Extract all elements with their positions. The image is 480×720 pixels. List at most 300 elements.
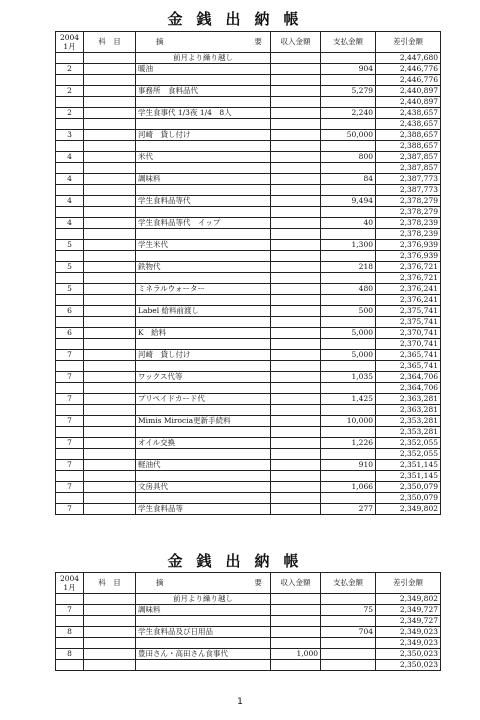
account-cell	[84, 317, 136, 328]
income-cell	[271, 350, 321, 361]
account-cell	[84, 218, 136, 229]
description-cell: 調味料	[136, 174, 271, 185]
income-cell	[271, 207, 321, 218]
description-cell: 学生食料品及び日用品	[136, 627, 271, 638]
month-cell	[56, 53, 84, 64]
income-cell	[271, 427, 321, 438]
balance-cell: 2,387,857	[376, 152, 441, 163]
month-cell: 4	[56, 196, 84, 207]
table-row	[56, 416, 441, 427]
description-cell: 学生食料品等代 イップ	[136, 218, 271, 229]
account-cell	[84, 251, 136, 262]
expense-cell: 904	[321, 64, 376, 75]
month-cell	[56, 119, 84, 130]
account-cell	[84, 339, 136, 350]
account-cell	[84, 460, 136, 471]
income-cell	[271, 218, 321, 229]
description-cell	[136, 141, 271, 152]
month-cell	[56, 638, 84, 649]
month-cell: 5	[56, 262, 84, 273]
income-cell	[271, 284, 321, 295]
table-row	[56, 207, 441, 218]
expense-cell	[321, 141, 376, 152]
balance-cell: 2,378,279	[376, 207, 441, 218]
income-cell	[271, 163, 321, 174]
description-cell	[136, 493, 271, 504]
expense-cell	[321, 207, 376, 218]
account-cell	[84, 504, 136, 515]
balance-cell: 2,353,281	[376, 427, 441, 438]
month-cell: 3	[56, 130, 84, 141]
description-cell: 学生食事代 1/3夜 1/4 8人	[136, 108, 271, 119]
balance-cell: 2,365,741	[376, 350, 441, 361]
account-cell	[84, 372, 136, 383]
description-cell: ミネラルウォーター	[136, 284, 271, 295]
account-cell	[84, 229, 136, 240]
income-cell	[271, 361, 321, 372]
description-cell	[136, 229, 271, 240]
date-header	[56, 32, 84, 53]
income-cell	[271, 130, 321, 141]
description-cell: 暖油	[136, 64, 271, 75]
account-cell	[84, 493, 136, 504]
table-row	[56, 317, 441, 328]
account-cell	[84, 660, 136, 671]
table-row	[56, 616, 441, 627]
balance-cell: 2,378,239	[376, 229, 441, 240]
table-row	[56, 185, 441, 196]
income-cell	[271, 471, 321, 482]
table-row	[56, 438, 441, 449]
description-cell	[136, 361, 271, 372]
income-cell	[271, 251, 321, 262]
description-cell	[136, 119, 271, 130]
table-row	[56, 163, 441, 174]
expense-cell	[321, 649, 376, 660]
account-cell	[84, 163, 136, 174]
income-cell	[271, 86, 321, 97]
expense-cell: 1,226	[321, 438, 376, 449]
balance-cell: 2,375,741	[376, 317, 441, 328]
balance-cell: 2,349,727	[376, 605, 441, 616]
income-cell	[271, 64, 321, 75]
table-row	[56, 460, 441, 471]
month-cell	[56, 295, 84, 306]
month-cell: 4	[56, 174, 84, 185]
account-cell	[84, 273, 136, 284]
account-cell	[84, 438, 136, 449]
income-cell	[271, 295, 321, 306]
income-cell	[271, 460, 321, 471]
table-row	[56, 594, 441, 605]
expense-cell	[321, 361, 376, 372]
account-cell	[84, 207, 136, 218]
income-cell	[271, 317, 321, 328]
balance-cell: 2,440,897	[376, 86, 441, 97]
table-row	[56, 284, 441, 295]
income-cell	[271, 482, 321, 493]
description-cell	[136, 207, 271, 218]
expense-cell	[321, 273, 376, 284]
month-cell	[56, 185, 84, 196]
income-cell	[271, 196, 321, 207]
month-cell: 6	[56, 306, 84, 317]
account-cell	[84, 152, 136, 163]
account-cell	[84, 328, 136, 339]
table-row	[56, 306, 441, 317]
expense-cell: 800	[321, 152, 376, 163]
month-cell: 6	[56, 328, 84, 339]
expense-cell	[321, 75, 376, 86]
account-cell	[84, 130, 136, 141]
month-cell	[56, 273, 84, 284]
account-cell	[84, 64, 136, 75]
summary-header-a: 摘	[156, 578, 164, 587]
ledger-body-2	[56, 594, 441, 671]
table-row	[56, 328, 441, 339]
account-cell	[84, 649, 136, 660]
description-cell	[136, 427, 271, 438]
balance-cell: 2,376,939	[376, 240, 441, 251]
expense-cell	[321, 383, 376, 394]
table-row	[56, 649, 441, 660]
month-label: 1月	[63, 42, 76, 51]
expense-cell: 1,425	[321, 394, 376, 405]
table-row	[56, 471, 441, 482]
income-cell	[271, 75, 321, 86]
description-cell: 軽油代	[136, 460, 271, 471]
expense-cell	[321, 97, 376, 108]
account-cell	[84, 627, 136, 638]
description-cell: 米代	[136, 152, 271, 163]
account-cell	[84, 240, 136, 251]
account-cell	[84, 394, 136, 405]
month-cell	[56, 229, 84, 240]
month-cell	[56, 660, 84, 671]
balance-cell: 2,388,657	[376, 130, 441, 141]
description-cell	[136, 383, 271, 394]
income-cell	[271, 416, 321, 427]
expense-cell	[321, 493, 376, 504]
account-cell	[84, 284, 136, 295]
description-cell	[136, 295, 271, 306]
month-cell: 7	[56, 438, 84, 449]
income-cell	[271, 405, 321, 416]
income-cell	[271, 141, 321, 152]
description-cell	[136, 638, 271, 649]
description-cell	[136, 273, 271, 284]
income-cell	[271, 372, 321, 383]
balance-cell: 2,351,145	[376, 460, 441, 471]
balance-cell: 2,363,281	[376, 405, 441, 416]
expense-cell	[321, 317, 376, 328]
description-cell: 河崎 貸し付け	[136, 130, 271, 141]
balance-cell: 2,352,055	[376, 449, 441, 460]
expense-cell	[321, 616, 376, 627]
income-cell	[271, 152, 321, 163]
expense-cell: 218	[321, 262, 376, 273]
expense-cell: 10,000	[321, 416, 376, 427]
income-cell	[271, 108, 321, 119]
account-cell	[84, 53, 136, 64]
expense-cell: 277	[321, 504, 376, 515]
month-cell	[56, 163, 84, 174]
month-cell	[56, 449, 84, 460]
balance-cell: 2,349,023	[376, 627, 441, 638]
description-cell: 事務所 食料品代	[136, 86, 271, 97]
month-cell	[56, 361, 84, 372]
description-cell	[136, 471, 271, 482]
table-row	[56, 295, 441, 306]
ledger-title: 金銭出納帳	[167, 10, 313, 28]
description-cell	[136, 185, 271, 196]
balance-cell: 2,438,657	[376, 108, 441, 119]
account-cell	[84, 350, 136, 361]
income-cell	[271, 240, 321, 251]
month-label: 1月	[63, 583, 76, 592]
table-row	[56, 251, 441, 262]
expense-cell	[321, 427, 376, 438]
table-row	[56, 449, 441, 460]
balance-cell: 2,376,241	[376, 284, 441, 295]
account-cell	[84, 616, 136, 627]
month-cell: 7	[56, 504, 84, 515]
table-row	[56, 383, 441, 394]
table-row	[56, 53, 441, 64]
description-cell: 河崎 貸し付け	[136, 350, 271, 361]
description-cell: 前月より繰り越し	[136, 53, 271, 64]
balance-cell: 2,350,079	[376, 482, 441, 493]
table-row	[56, 174, 441, 185]
expense-cell: 1,066	[321, 482, 376, 493]
expense-cell	[321, 295, 376, 306]
income-cell	[271, 119, 321, 130]
income-header: 収入金額	[271, 32, 321, 53]
account-cell	[84, 638, 136, 649]
balance-cell: 2,438,657	[376, 119, 441, 130]
ledger-body-1	[56, 53, 441, 515]
income-cell	[271, 638, 321, 649]
month-cell: 2	[56, 64, 84, 75]
month-cell: 7	[56, 350, 84, 361]
description-cell	[136, 251, 271, 262]
header-row	[56, 32, 441, 53]
income-cell	[271, 53, 321, 64]
income-cell	[271, 594, 321, 605]
month-cell: 7	[56, 605, 84, 616]
account-cell	[84, 75, 136, 86]
description-cell: 学生食料品等代	[136, 196, 271, 207]
account-cell	[84, 427, 136, 438]
expense-cell: 1,035	[321, 372, 376, 383]
balance-cell: 2,440,897	[376, 97, 441, 108]
year-label: 2004	[59, 33, 80, 42]
income-cell	[271, 660, 321, 671]
description-cell: 前月より繰り越し	[136, 594, 271, 605]
account-cell	[84, 482, 136, 493]
balance-cell: 2,446,776	[376, 75, 441, 86]
balance-cell: 2,353,281	[376, 416, 441, 427]
description-cell	[136, 317, 271, 328]
income-cell	[271, 383, 321, 394]
expense-cell	[321, 405, 376, 416]
income-cell: 1,000	[271, 649, 321, 660]
account-cell	[84, 108, 136, 119]
description-cell: 調味料	[136, 605, 271, 616]
balance-cell: 2,387,857	[376, 163, 441, 174]
description-cell	[136, 97, 271, 108]
cash-ledger-table-2	[55, 572, 441, 671]
description-cell: 文房具代	[136, 482, 271, 493]
description-cell: 学生米代	[136, 240, 271, 251]
description-cell: ワックス代等	[136, 372, 271, 383]
description-cell	[136, 339, 271, 350]
description-cell: プリペイドカード代	[136, 394, 271, 405]
table-row	[56, 130, 441, 141]
table-row	[56, 350, 441, 361]
balance-cell: 2,378,239	[376, 218, 441, 229]
income-cell	[271, 229, 321, 240]
account-cell	[84, 383, 136, 394]
month-cell: 8	[56, 627, 84, 638]
balance-cell: 2,388,657	[376, 141, 441, 152]
balance-cell: 2,375,741	[376, 306, 441, 317]
month-cell	[56, 427, 84, 438]
income-cell	[271, 616, 321, 627]
income-cell	[271, 174, 321, 185]
month-cell	[56, 493, 84, 504]
balance-cell: 2,350,023	[376, 660, 441, 671]
table-row	[56, 86, 441, 97]
table-row	[56, 262, 441, 273]
balance-cell: 2,387,773	[376, 174, 441, 185]
expense-cell: 50,000	[321, 130, 376, 141]
expense-cell: 480	[321, 284, 376, 295]
month-cell: 7	[56, 460, 84, 471]
account-cell	[84, 605, 136, 616]
month-cell	[56, 594, 84, 605]
month-cell: 2	[56, 86, 84, 97]
month-cell: 5	[56, 240, 84, 251]
table-row	[56, 218, 441, 229]
balance-cell: 2,376,721	[376, 273, 441, 284]
income-cell	[271, 328, 321, 339]
account-cell	[84, 141, 136, 152]
expense-cell	[321, 638, 376, 649]
balance-header: 差引金額	[376, 32, 441, 53]
account-cell	[84, 295, 136, 306]
table-row	[56, 97, 441, 108]
expense-cell: 75	[321, 605, 376, 616]
month-cell: 7	[56, 394, 84, 405]
description-cell: K 給料	[136, 328, 271, 339]
income-cell	[271, 493, 321, 504]
summary-header	[136, 573, 271, 594]
income-cell	[271, 262, 321, 273]
income-cell	[271, 185, 321, 196]
month-cell	[56, 97, 84, 108]
description-cell: 鉄物代	[136, 262, 271, 273]
account-cell	[84, 86, 136, 97]
balance-cell: 2,365,741	[376, 361, 441, 372]
table-row	[56, 427, 441, 438]
expense-cell: 5,279	[321, 86, 376, 97]
balance-cell: 2,378,279	[376, 196, 441, 207]
account-cell	[84, 416, 136, 427]
income-cell	[271, 394, 321, 405]
balance-cell: 2,364,706	[376, 372, 441, 383]
table-row	[56, 229, 441, 240]
description-cell: Label 給料前渡し	[136, 306, 271, 317]
income-cell	[271, 449, 321, 460]
table-row	[56, 64, 441, 75]
table-row	[56, 605, 441, 616]
expense-cell	[321, 660, 376, 671]
month-cell: 4	[56, 152, 84, 163]
header-row	[56, 573, 441, 594]
table-row	[56, 152, 441, 163]
account-cell	[84, 594, 136, 605]
table-row	[56, 504, 441, 515]
balance-cell: 2,387,773	[376, 185, 441, 196]
balance-cell: 2,447,680	[376, 53, 441, 64]
account-cell	[84, 471, 136, 482]
expense-header: 支払金額	[321, 573, 376, 594]
expense-cell	[321, 449, 376, 460]
month-cell	[56, 471, 84, 482]
month-cell: 7	[56, 416, 84, 427]
description-cell: Mimis Mirocia更新手続料	[136, 416, 271, 427]
expense-cell: 5,000	[321, 328, 376, 339]
income-cell	[271, 504, 321, 515]
income-cell	[271, 438, 321, 449]
summary-header-a: 摘	[156, 37, 164, 46]
expense-cell: 84	[321, 174, 376, 185]
balance-cell: 2,446,776	[376, 64, 441, 75]
cash-ledger-table-1	[55, 31, 441, 515]
summary-header	[136, 32, 271, 53]
balance-cell: 2,376,721	[376, 262, 441, 273]
month-cell	[56, 616, 84, 627]
expense-cell: 40	[321, 218, 376, 229]
description-cell	[136, 616, 271, 627]
expense-cell	[321, 471, 376, 482]
description-cell	[136, 75, 271, 86]
expense-cell: 500	[321, 306, 376, 317]
table-row	[56, 339, 441, 350]
description-cell	[136, 660, 271, 671]
table-row	[56, 240, 441, 251]
balance-cell: 2,376,939	[376, 251, 441, 262]
month-cell	[56, 339, 84, 350]
balance-cell: 2,349,802	[376, 504, 441, 515]
account-header: 科 目	[84, 32, 136, 53]
balance-cell: 2,351,145	[376, 471, 441, 482]
expense-cell: 2,240	[321, 108, 376, 119]
expense-cell: 704	[321, 627, 376, 638]
summary-header-b: 要	[254, 578, 262, 587]
expense-cell	[321, 229, 376, 240]
expense-cell	[321, 119, 376, 130]
table-row	[56, 638, 441, 649]
expense-header: 支払金額	[321, 32, 376, 53]
table-row	[56, 141, 441, 152]
balance-cell: 2,349,727	[376, 616, 441, 627]
expense-cell	[321, 185, 376, 196]
table-row	[56, 482, 441, 493]
date-header	[56, 573, 84, 594]
balance-cell: 2,364,706	[376, 383, 441, 394]
